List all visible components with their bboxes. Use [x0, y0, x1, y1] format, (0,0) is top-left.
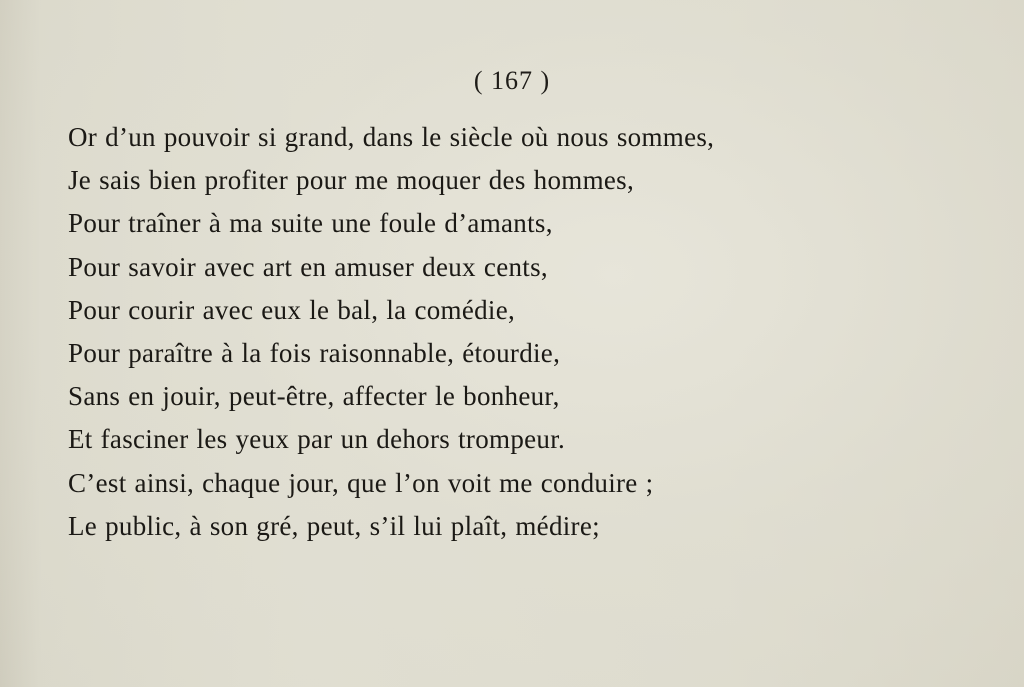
verse-line-2: Je sais bien profiter pour me moquer des hommes,	[68, 165, 635, 196]
verse-line-1: Or d’un pouvoir si grand, dans le siècle où nous sommes,	[68, 122, 715, 152]
verse-line-5: Pour courir avec eux le bal, la comédie,	[68, 294, 516, 325]
verse-line-3: Pour traîner à ma suite une foule d’amants,	[68, 208, 553, 239]
verse-line-9: C’est ainsi, chaque jour, que l’on voit me conduire ;	[68, 467, 654, 498]
verse-line-7: Sans en jouir, peut-être, affecter le bonheur,	[68, 381, 560, 412]
page-number: ( 167 )	[473, 66, 551, 95]
poem-verse	[68, 116, 968, 548]
verse-line-8: Et fasciner les yeux par un dehors trompeur.	[68, 424, 566, 455]
verse-line-6: Pour paraître à la fois raisonnable, étourdie,	[68, 337, 561, 368]
verse-line-10: Le public, à son gré, peut, s’il lui plaît, médire;	[68, 510, 600, 541]
verse-line-4: Pour savoir avec art en amuser deux cents,	[68, 251, 548, 282]
